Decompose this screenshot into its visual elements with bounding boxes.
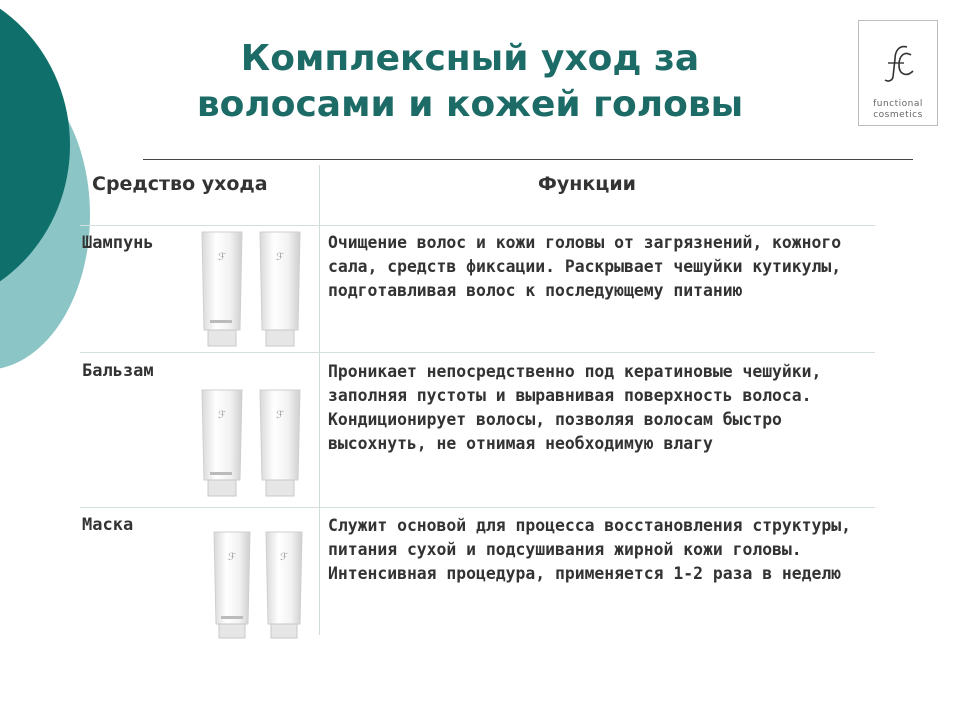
brand-logo xyxy=(858,20,938,126)
header-product: Средство ухода xyxy=(92,173,268,195)
table-row-divider xyxy=(80,352,875,353)
svg-text:ℱ: ℱ xyxy=(276,410,284,421)
row-description-balm: Проникает непосредственно под кератиновые чешуйки, заполняя пустоты и выравнивая поверхность волоса. Кондиционирует волосы, позволяя волосам быстро высохнуть, не отнимая необходимую влагу xyxy=(328,362,822,453)
mask-tubes-image xyxy=(210,530,310,642)
brand-logo-line-2: cosmetics xyxy=(873,110,923,120)
brand-logo-line-1: functional xyxy=(873,99,923,109)
header-functions: Функции xyxy=(538,173,636,195)
svg-text:ℱ: ℱ xyxy=(218,410,226,421)
table-column-divider xyxy=(319,165,320,635)
table-row-divider xyxy=(80,507,875,508)
svg-text:ℱ: ℱ xyxy=(280,552,288,563)
page-title xyxy=(150,36,790,128)
shampoo-tubes-image xyxy=(196,230,306,352)
svg-text:ℱ: ℱ xyxy=(218,252,226,263)
row-name-mask: Маска xyxy=(82,515,134,535)
brand-logo-text xyxy=(859,99,937,121)
svg-text:ℱ: ℱ xyxy=(276,252,284,263)
row-description-mask: Служит основой для процесса восстановления структуры, питания сухой и подсушивания жирной кожи головы. Интенсивная процедура, применяется 1-2 раза в неделю xyxy=(328,516,852,583)
fc-monogram-icon xyxy=(877,41,921,85)
title-line-2: волосами и кожей головы xyxy=(196,84,744,125)
row-description-shampoo: Очищение волос и кожи головы от загрязнений, кожного сала, средств фиксации. Раскрывает чешуйки кутикулы, подготавливая волос к последующему питанию xyxy=(328,233,842,300)
title-divider xyxy=(143,159,913,160)
svg-text:ℱ: ℱ xyxy=(228,552,236,563)
row-name-shampoo: Шампунь xyxy=(82,233,154,253)
balm-tubes-image xyxy=(196,388,306,500)
row-name-balm: Бальзам xyxy=(82,361,154,381)
title-line-1: Комплексный уход за xyxy=(240,38,700,79)
table-header-divider xyxy=(80,225,875,226)
